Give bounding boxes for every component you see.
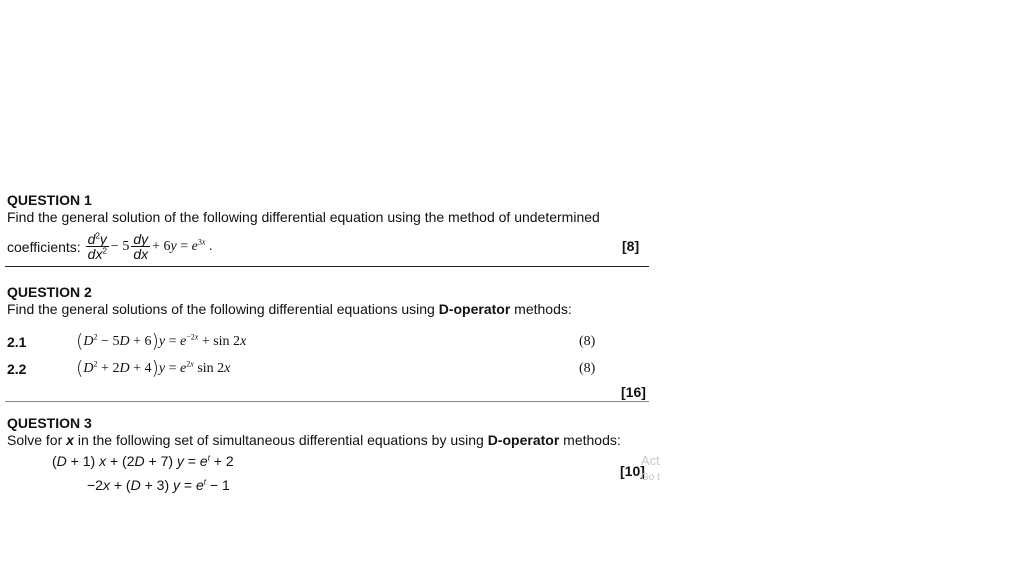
dy-dx-fraction: $\frac{dy}{dx}$ <box>133 231 149 262</box>
question-2-2-equation: $(D^2 + 2D + 4)y = e^{2x}$ sin 2x <box>76 357 231 379</box>
question-3-heading: QUESTION 3 <box>7 415 92 431</box>
question-2-text: Find the general solutions of the following differential equations using D-operator methods: <box>7 301 572 317</box>
question-2-2-number: 2.2 <box>7 361 27 377</box>
question-1-marks: [8] <box>622 238 640 254</box>
question-1-lead: coefficients: <box>7 239 81 255</box>
question-3-text: Solve for x in the following set of simultaneous differential equations by using D-operator methods: <box>7 432 621 448</box>
question-3-marks: [10] <box>620 463 645 479</box>
question-1-text: Find the general solution of the following differential equation using the method of undetermined <box>7 209 600 225</box>
question-2-1-equation: $(D^2 - 5D + 6)y = e^{-2x} + \sin 2x$ <box>76 330 247 352</box>
question-2-1-number: 2.1 <box>7 334 27 350</box>
activation-watermark-line2: Go t <box>641 472 660 483</box>
question-2-heading: QUESTION 2 <box>7 284 92 300</box>
activation-watermark-line1: Act <box>641 453 660 468</box>
question-2-2-marks: (8) <box>579 361 596 376</box>
question-1-heading: QUESTION 1 <box>7 192 92 208</box>
question-1-divider <box>5 266 649 267</box>
question-2-divider <box>5 401 649 402</box>
d2y-dx2-fraction: $\frac{d^2y}{dx^2}$ <box>87 231 107 262</box>
question-3-equation-2: −2x + (D + 3) $y = e^t - 1$ <box>87 477 230 493</box>
question-2-1-marks: (8) <box>579 334 596 349</box>
question-2-total-marks: [16] <box>621 384 646 400</box>
question-1-equation-line: coefficients: $\frac{d^2y}{dx^2}$ − 5 $\frac{dy}{dx}$ + $6y = e^{3x}$ . <box>7 231 213 262</box>
question-3-equation-1: (D + 1) x + (2D + 7) $y = e^t + 2$ <box>52 453 234 469</box>
